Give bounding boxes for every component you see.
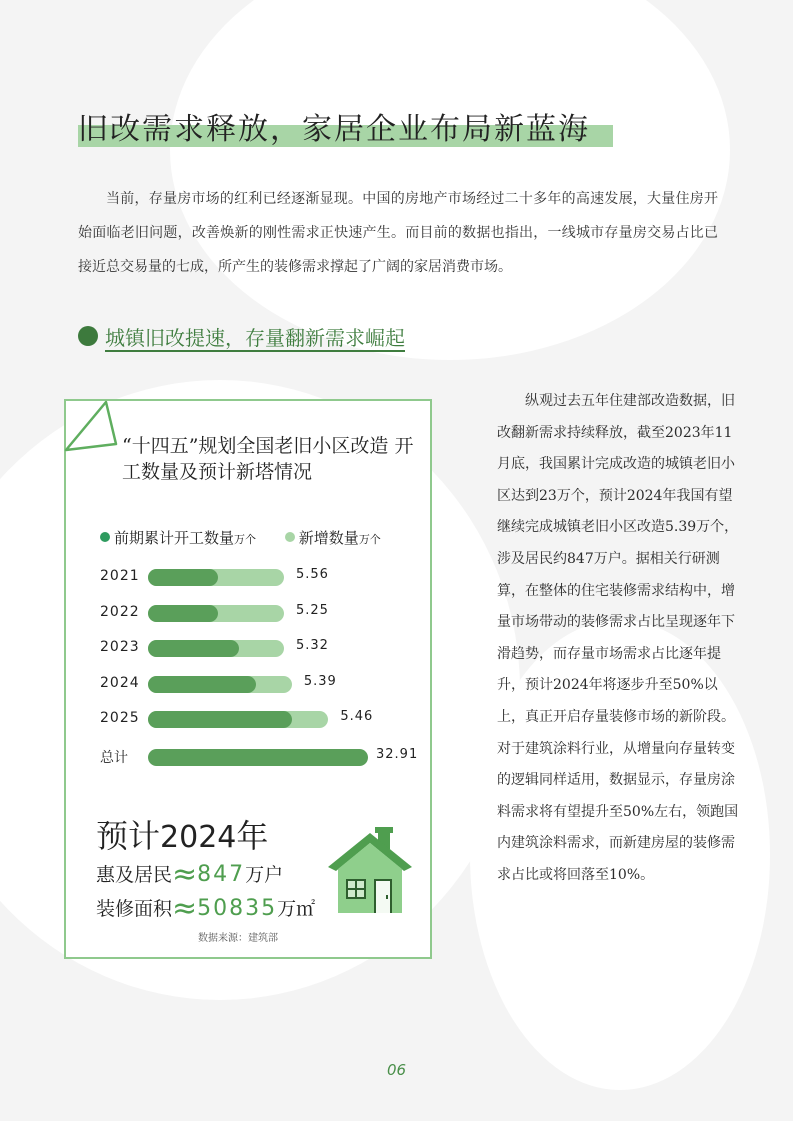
data-source: 数据来源：建筑部 [198, 933, 278, 944]
bar-cumulative [148, 676, 256, 693]
bar-cumulative [148, 569, 218, 586]
bar-category-label: 2024 [100, 674, 140, 691]
stat-area-unit: 万㎡ [277, 898, 316, 920]
stat-headline-year: 2024 [160, 820, 237, 855]
stat-headline-prefix: 预计 [96, 817, 161, 855]
approx-icon: ≈ [172, 857, 198, 892]
bar-total [148, 749, 368, 766]
bar-category-label: 2025 [100, 710, 140, 726]
legend-dot-icon [100, 532, 110, 542]
legend-unit: 万个 [234, 533, 257, 546]
stat-headline [96, 811, 268, 857]
legend-item-new [285, 527, 381, 548]
corner-triangle-icon [64, 400, 124, 456]
bar-value-label: 5.25 [296, 602, 329, 618]
chart-legend [100, 527, 405, 548]
stat-area-value: 50835 [197, 896, 278, 921]
stat-residents-unit: 万户 [245, 864, 284, 886]
stat-area [96, 891, 315, 926]
stat-area-label: 装修面积 [96, 898, 173, 920]
page-title: 旧改需求释放，家居企业布局新蓝海 [78, 112, 590, 147]
stat-residents-value: 847 [197, 862, 246, 887]
bar-category-label: 2023 [100, 639, 140, 655]
bar-value-label: 5.56 [296, 567, 329, 582]
chart-title: “十四五”规划全国老旧小区改造 开工数量及预计新塔情况 [122, 435, 414, 483]
page-number: 06 [386, 1061, 407, 1079]
bg-shape-top [170, 0, 730, 360]
bar-cumulative [148, 605, 218, 622]
side-paragraph: 纵观过去五年住建部改造数据，旧改翻新需求持续释放，截至2023年11月底，我国累计完成改造的城镇老旧小区达到23万个，预计2024年我国有望继续完成城镇老旧小区改造5.39万个，涉及居民约847万户。据相关行研测算，在整体的住宅装修需求结构中，增量市场带动的装修需求占比呈现逐年下滑趋势，而存量市场需求占比逐年提升，预计2024年将逐步升至50%以上，真正开启存量装修市场的新阶段。对于建筑涂料行业，从增量向存量转变的逻辑同样适用，数据显示，存量房涂料需求将有望提升至50%左右，领跑国内建筑涂料需求，而新建房屋的装修需求占比或将回落至10%。 [497, 393, 739, 883]
legend-dot-icon [285, 532, 295, 542]
legend-label: 新增数量 [298, 529, 359, 547]
house-icon [328, 827, 412, 913]
legend-label: 前期累计开工数量 [114, 529, 235, 547]
bar-category-label: 2022 [100, 603, 140, 620]
bar-value-label: 5.32 [296, 638, 329, 653]
section-bullet-icon [78, 326, 98, 346]
approx-icon: ≈ [172, 891, 198, 926]
section-title: 城镇旧改提速，存量翻新需求崛起 [105, 326, 405, 350]
chart-card [64, 399, 432, 959]
stat-residents-label: 惠及居民 [96, 864, 173, 886]
bar-cumulative [148, 640, 239, 657]
bar-category-label: 2021 [100, 568, 140, 584]
bar-value-label: 5.39 [303, 673, 337, 689]
bar-total-label: 总计 [100, 749, 128, 766]
bar-total-value: 32.91 [376, 746, 419, 762]
stat-residents [96, 857, 283, 892]
bar-cumulative [148, 711, 292, 728]
stat-headline-suffix: 年 [236, 817, 269, 855]
intro-paragraph: 当前，存量房市场的红利已经逐渐显现。中国的房地产市场经过二十多年的高速发展，大量住房开始面临老旧问题，改善焕新的刚性需求正快速产生。而目前的数据也指出，一线城市存量房交易占比已接近总交易量的七成，所产生的装修需求撑起了广阔的家居消费市场。 [78, 191, 718, 275]
legend-item-cumulative [100, 527, 256, 548]
legend-unit: 万个 [358, 533, 381, 546]
bar-value-label: 5.46 [340, 709, 374, 724]
